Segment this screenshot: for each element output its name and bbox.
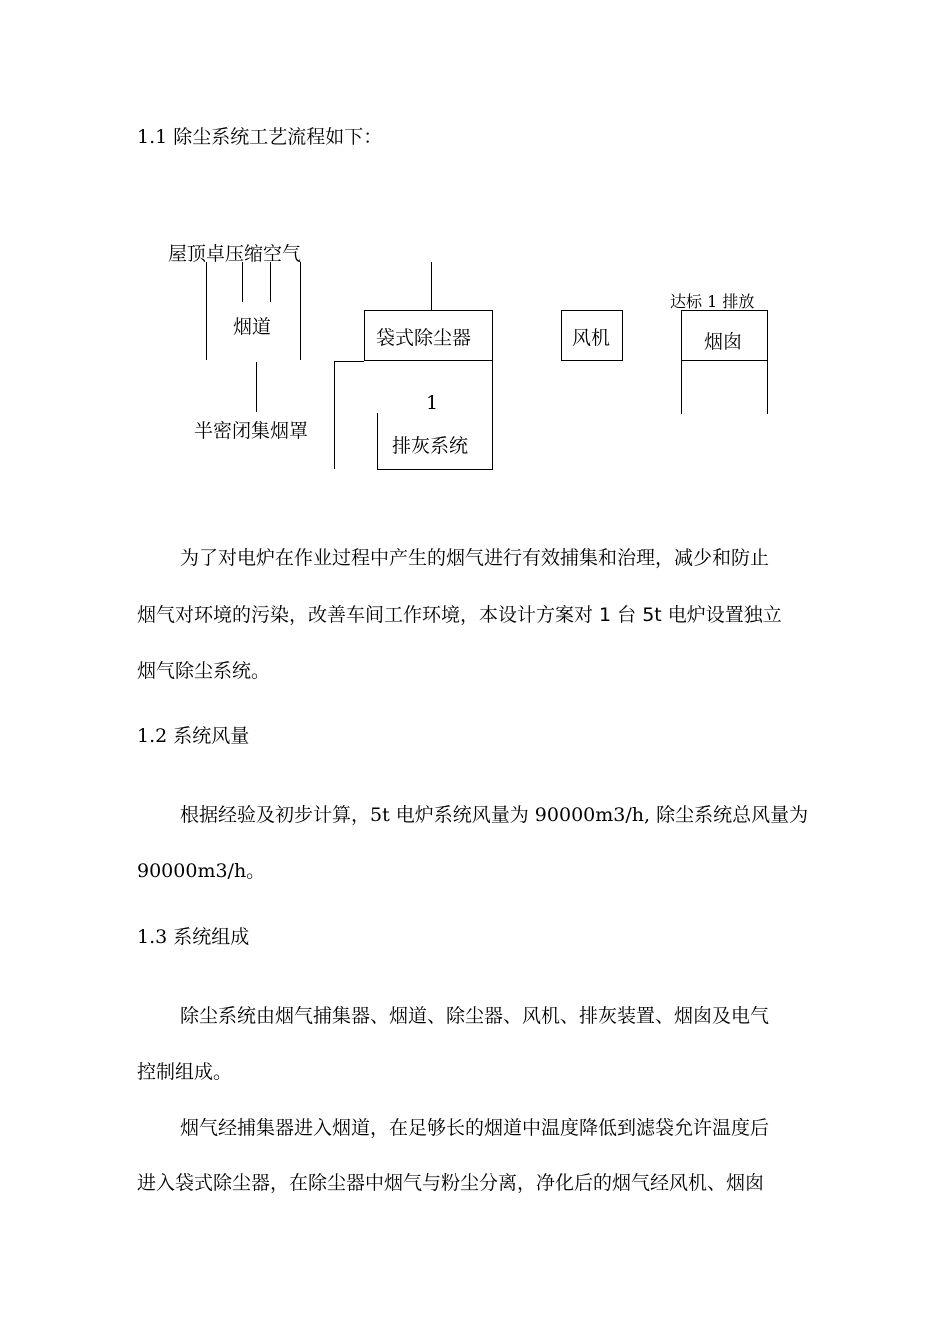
paragraph-1-line-2: 烟气对环境的污染，改善车间工作环境，本设计方案对 1 台 5t 电炉设置独立	[137, 604, 782, 626]
chimney-label: 烟囱	[704, 331, 743, 353]
diagram-line	[377, 469, 493, 470]
diagram-line	[681, 361, 682, 414]
diagram-line	[377, 413, 378, 470]
paragraph-1-line-1: 为了对电炉在作业过程中产生的烟气进行有效捕集和治理，减少和防止	[180, 547, 770, 569]
section-1-3-p1-line-1: 除尘系统由烟气捕集器、烟道、除尘器、风机、排灰装置、烟囱及电气	[180, 1005, 770, 1027]
section-1-3-p2-line-2: 进入袋式除尘器，在除尘器中烟气与粉尘分离，净化后的烟气经风机、烟囱	[137, 1172, 765, 1194]
section-1-2-line-1: 根据经验及初步计算，5t 电炉系统风量为 90000m3/h, 除尘系统总风量为	[180, 804, 809, 826]
diagram-line	[300, 262, 301, 360]
emission-label: 达标 1 排放	[670, 292, 755, 311]
ash-system-label: 排灰系统	[392, 435, 469, 457]
section-1-3-heading: 1.3 系统组成	[137, 926, 250, 948]
diagram-line	[431, 262, 432, 310]
diagram-line	[256, 362, 257, 412]
diagram-line	[270, 262, 271, 302]
flue-label: 烟道	[233, 316, 272, 338]
step-number: 1	[426, 392, 439, 414]
diagram-line	[242, 262, 243, 302]
diagram-line	[206, 262, 207, 360]
section-1-3-p1-line-2: 控制组成。	[137, 1061, 233, 1083]
section-1-2-heading: 1.2 系统风量	[137, 725, 250, 747]
diagram-line	[492, 361, 493, 469]
section-1-2-line-2: 90000m3/h。	[137, 860, 266, 882]
section-1-1-heading: 1.1 除尘系统工艺流程如下：	[137, 126, 383, 148]
bag-filter-label: 袋式除尘器	[376, 327, 472, 349]
diagram-line	[767, 361, 768, 414]
semi-hood-label: 半密闭集烟罩	[194, 420, 309, 442]
fan-label: 风机	[572, 327, 611, 349]
roof-air-label: 屋顶卓压缩空气	[168, 243, 302, 265]
section-1-3-p2-line-1: 烟气经捕集器进入烟道，在足够长的烟道中温度降低到滤袋允许温度后	[180, 1117, 770, 1139]
diagram-line	[334, 361, 335, 469]
paragraph-1-line-3: 烟气除尘系统。	[137, 660, 271, 682]
diagram-line	[334, 361, 364, 362]
